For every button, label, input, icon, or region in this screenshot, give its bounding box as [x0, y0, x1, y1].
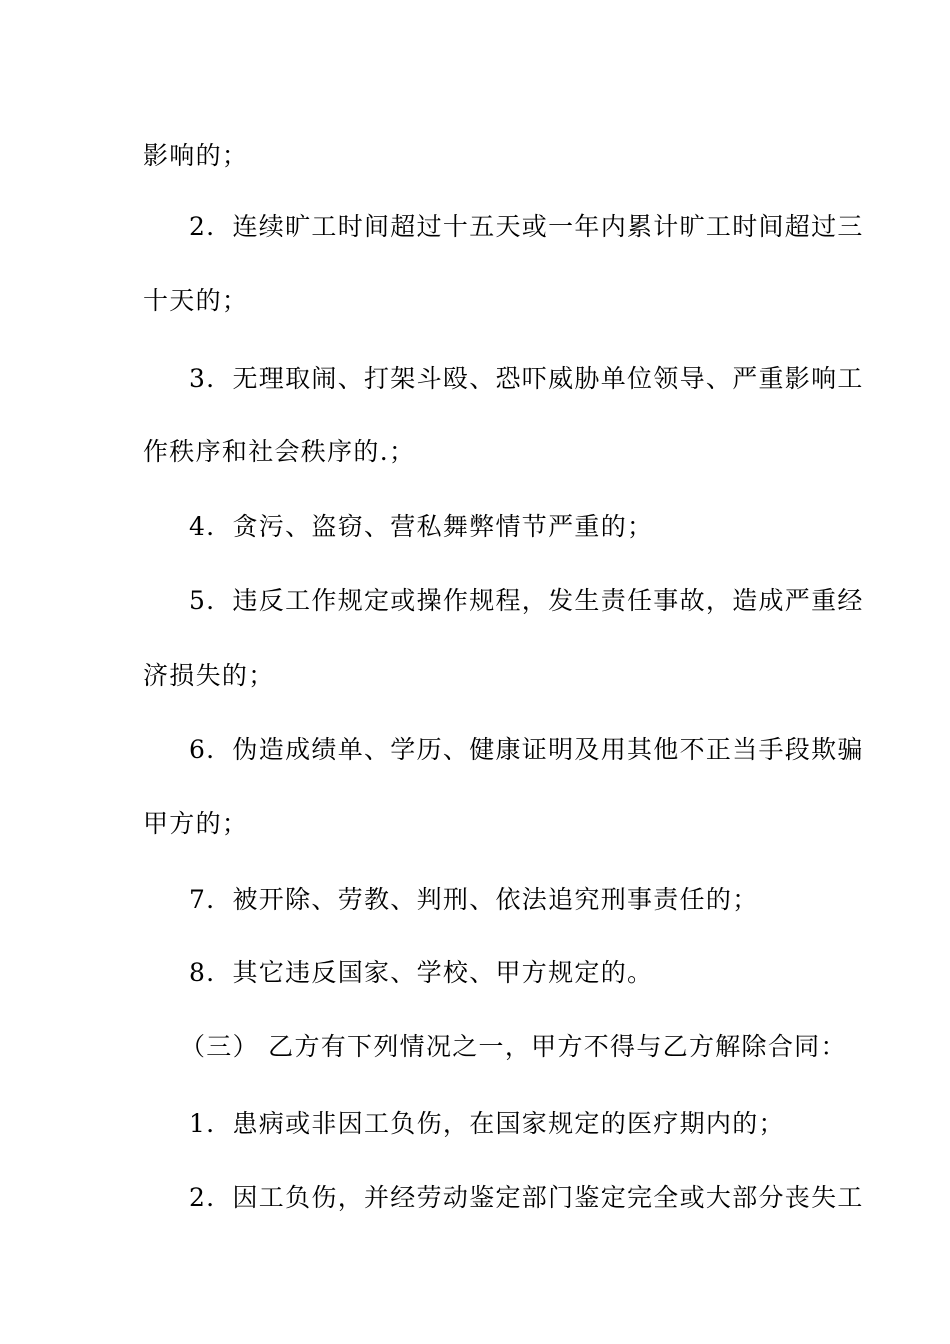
list-item-8: 8．其它违反国家、学校、甲方规定的。	[189, 958, 654, 987]
list-item-4: 4．贪污、盗窃、营私舞弊情节严重的；	[189, 512, 654, 541]
list-item-7: 7．被开除、劳教、判刑、依法追究刑事责任的；	[189, 885, 759, 914]
section-heading: （三） 乙方有下列情况之一，甲方不得与乙方解除合同：	[180, 1032, 847, 1061]
list-item-5: 5．违反工作规定或操作规程，发生责任事故，造成严重经	[189, 586, 864, 615]
list-item-2: 2．连续旷工时间超过十五天或一年内累计旷工时间超过三	[189, 212, 864, 241]
list-item-6: 6．伪造成绩单、学历、健康证明及用其他不正当手段欺骗	[189, 735, 864, 764]
text-line: 济损失的；	[143, 661, 275, 690]
list-item-2b: 2．因工负伤，并经劳动鉴定部门鉴定完全或大部分丧失工	[189, 1183, 864, 1212]
list-item-3: 3．无理取闹、打架斗殴、恐吓威胁单位领导、严重影响工	[189, 364, 864, 393]
text-line: 影响的；	[143, 141, 249, 170]
text-line: 十天的；	[143, 286, 249, 315]
list-item-1: 1．患病或非因工负伤，在国家规定的医疗期内的；	[189, 1109, 785, 1138]
text-line: 甲方的；	[143, 809, 249, 838]
text-line: 作秩序和社会秩序的.；	[143, 437, 416, 466]
